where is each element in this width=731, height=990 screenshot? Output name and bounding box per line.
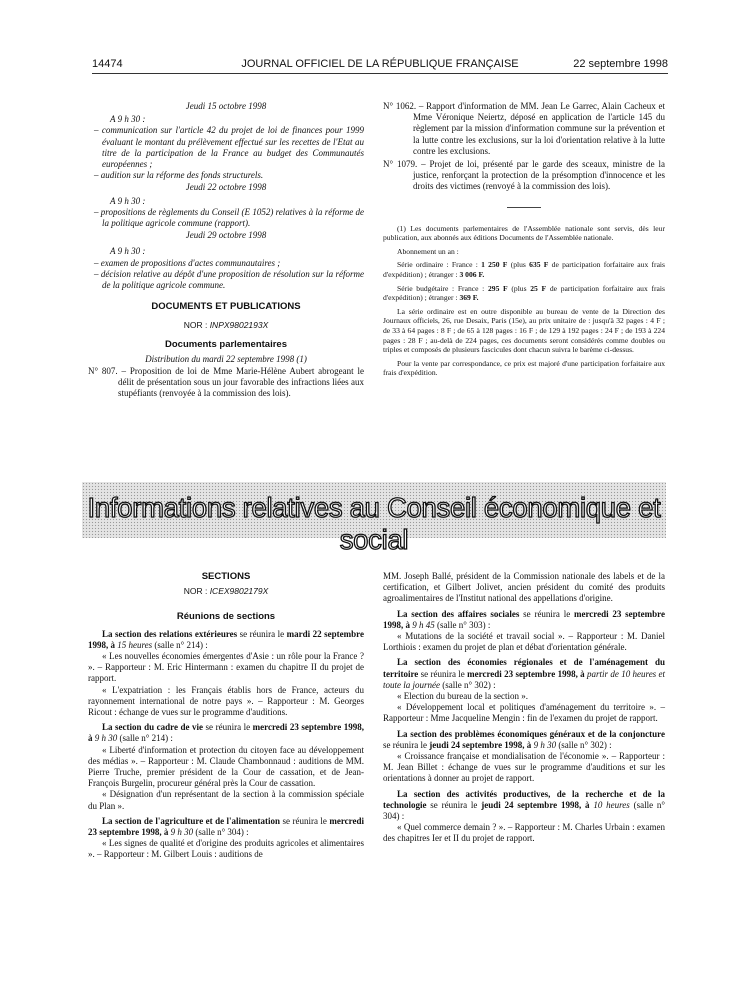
document-text: – Rapport d'information de MM. Jean Le Garrec, Alain Cacheux et Mme Véronique Neiertz, déposé en application de l'article 145 du règlement par la mission d'information commune sur la prévention et la lutte contre les exclusions, sur la loi d'orientation relative à la lutte contre les exclusions.	[413, 101, 665, 156]
agenda-day: Jeudi 29 octobre 1998	[185, 230, 267, 241]
sale-info: La série ordinaire est en outre disponible au bureau de vente de la Direction des Journaux officiels, 26, rue Desaix, Paris (15e), au prix unitaire de : jusqu'à 32 pages : 4 F ; de 33 à 64 pages : 8 F ; de 65 à 128 pages : 16 F ; de 129 à 192 pages : 24 F ; de 193 à 224 pages : 28 F ; au-delà de 224 pages, ces documents seront considérés comme doubles ou triples et composés de plusieurs fascicules dont chacun suivra le barème ci-dessus.	[383, 306, 665, 355]
agenda-column	[88, 101, 364, 400]
agenda-item: – propositions de règlements du Conseil (E 1052) relatives à la réforme de la politique agricole commune (rapport).	[94, 206, 364, 229]
document-number: N° 1079.	[383, 159, 418, 170]
agenda-item: – audition sur la réforme des fonds structurels.	[94, 170, 264, 181]
section-meeting-lead: La section des relations extérieures se réunira le mardi 22 septembre 1998, à 15 heures (salle n° 214) :	[88, 628, 364, 650]
document-text: – Projet de loi, présenté par le garde des sceaux, ministre de la justice, renforçant la protection de la présomption d'innocence et les droits des victimes (renvoyé à la commission des lois).	[413, 159, 666, 192]
serie-ordinaire-suffix: de participation forfaitaire aux frais d'expédition) ; étranger :	[383, 260, 665, 279]
sections-right-body	[383, 571, 665, 845]
section-agenda-item: « Election du bureau de la section ».	[397, 691, 528, 702]
distribution-line: Distribution du mardi 22 septembre 1998 (1)	[145, 353, 307, 364]
serie-ordinaire-participation: 635 F	[529, 260, 549, 270]
section-agenda-item: « Les signes de qualité et d'origine des produits agricoles et alimentaires ». – Rapporteur : M. Gilbert Louis : auditions de	[88, 838, 364, 860]
agenda-item: – communication sur l'article 42 du projet de loi de finances pour 1999 évaluant le montant du prélèvement effectué sur les recettes de l'Etat au titre de la participation de la France au budget des Communautés européennes ;	[94, 125, 364, 170]
nor-line	[88, 320, 364, 331]
document-item	[383, 101, 665, 157]
section-agenda-item: « Croissance française et mondialisation de l'économie ». – Rapporteur : M. Jean Billet : échange de vues sur le programme d'auditions et sur les orientations à donner au projet de rapport.	[383, 751, 665, 784]
section-agenda-item: « Liberté d'information et protection du citoyen face au développement des médias ». – Rapporteur : M. Claude Chambonnaud : auditions de MM. Pierre Truche, premier président de la Cour de cassation, et de Jean-François Burgelin, procureur général près la Cour de cassation.	[88, 744, 364, 789]
documents-heading: DOCUMENTS ET PUBLICATIONS	[151, 301, 301, 313]
footnote-separator	[507, 207, 541, 208]
section-meeting-lead: La section des problèmes économiques généraux et de la conjoncture se réunira le jeudi 24 septembre 1998, à 9 h 30 (salle n° 302) :	[383, 728, 665, 750]
section-banner	[82, 482, 666, 555]
section-meeting-lead: La section des affaires sociales se réunira le mercredi 23 septembre 1998, à 9 h 45 (salle n° 303) :	[383, 608, 665, 630]
agenda-time: A 9 h 30 :	[110, 246, 146, 257]
serie-ordinaire-mid: (plus	[510, 260, 526, 270]
issue-date: 22 septembre 1998	[573, 58, 668, 70]
footnote-block	[383, 224, 665, 378]
serie-budgetaire	[383, 284, 665, 303]
sections-nor-line	[88, 586, 364, 597]
serie-budgetaire-price: 295 F	[487, 283, 508, 293]
agenda-time: A 9 h 30 :	[110, 114, 146, 125]
sections-left-body	[88, 629, 364, 861]
section-meeting-lead: La section du cadre de vie se réunira le mercredi 23 septembre 1998, à 9 h 30 (salle n° 214) :	[88, 722, 364, 744]
nor-label: NOR :	[183, 320, 208, 331]
footnote: (1) Les documents parlementaires de l'Assemblée nationale sont servis, dès leur publication, aux abonnés aux éditions Documents de l'Assemblée nationale.	[383, 223, 665, 243]
section-agenda-item: « Quel commerce demain ? ». – Rapporteur : M. Charles Urbain : examen des chapitres Ier et II du projet de rapport.	[383, 822, 665, 844]
documents-column	[383, 101, 665, 378]
section-continuation: MM. Joseph Ballé, président de la Commission nationale des labels et de la certification, et Gilbert Jolivet, ancien président du comité des produits agroalimentaires de l'Institut national des appellations d'origine.	[383, 571, 665, 604]
documents-subheading: Documents parlementaires	[165, 338, 287, 350]
section-meeting-lead: La section des économies régionales et de l'aménagement du territoire se réunira le mercredi 23 septembre 1998, à partir de 10 heures et toute la journée (salle n° 302) :	[383, 657, 666, 690]
sections-left-column	[88, 571, 364, 861]
serie-ordinaire	[383, 260, 665, 279]
mail-info: Pour la vente par correspondance, ce prix est majoré d'une participation forfaitaire aux frais d'expédition.	[383, 358, 665, 378]
page-number: 14474	[92, 58, 123, 70]
agenda-day: Jeudi 22 octobre 1998	[185, 182, 267, 193]
page-header	[92, 58, 668, 72]
subscription-label: Abonnement un an :	[397, 246, 459, 256]
section-meeting-lead: La section de l'agriculture et de l'alimentation se réunira le mercredi 23 septembre 1998, à 9 h 30 (salle n° 304) :	[88, 815, 364, 838]
agenda-time: A 9 h 30 :	[110, 195, 146, 206]
journal-title: JOURNAL OFFICIEL DE LA RÉPUBLIQUE FRANÇAISE	[241, 58, 519, 70]
header-rule	[92, 73, 668, 74]
serie-budgetaire-participation: 25 F	[530, 283, 547, 293]
document-number: N° 1062.	[383, 101, 417, 111]
sections-right-column	[383, 571, 665, 845]
sections-nor-code: ICEX9802179X	[209, 586, 269, 597]
section-meeting-lead: La section des activités productives, de la recherche et de la technologie se réunira le jeudi 24 septembre 1998, à 10 heures (salle n° 304) :	[383, 788, 665, 822]
agenda-item: – examen de propositions d'actes communautaires ;	[94, 257, 281, 268]
document-item	[383, 159, 665, 193]
section-agenda-item: « Développement local et politiques d'aménagement du territoire ». – Rapporteur : Mme Jacqueline Mengin : fin de l'examen du projet de rapport.	[383, 702, 665, 724]
sections-nor-label: NOR :	[183, 586, 208, 597]
section-agenda-item: « Mutations de la société et travail social ». – Rapporteur : M. Daniel Lorthiois : examen du projet de plan et débat d'orientation générale.	[383, 631, 665, 653]
agenda-item: – décision relative au dépôt d'une proposition de résolution sur la réforme de la politique agricole commune.	[94, 268, 364, 291]
serie-budgetaire-label: Série budgétaire : France :	[397, 283, 485, 293]
serie-ordinaire-price: 1 250 F	[481, 260, 508, 270]
nor-code: INPX9802193X	[209, 320, 269, 331]
banner-title: Informations relatives au Conseil économique et social	[87, 492, 661, 555]
sections-heading: SECTIONS	[201, 571, 251, 582]
section-agenda-item: « Désignation d'un représentant de la section à la commission spéciale du Plan ».	[88, 789, 364, 811]
document-text: – Proposition de loi de Mme Marie-Hélène Aubert abrogeant le délit de présentation sous un jour favorable des infractions liées aux stupéfiants (renvoyée à la commission des lois).	[118, 366, 364, 399]
section-agenda-item: « L'expatriation : les Français établis hors de France, acteurs du rayonnement international de notre pays ». – Rapporteur : M. Georges Ricout : échange de vues sur le programme d'auditions.	[88, 684, 364, 718]
document-number: N° 807.	[88, 366, 118, 377]
section-agenda-item: « Les nouvelles économies émergentes d'Asie : un rôle pour la France ? ». – Rapporteur : M. Eric Hintermann : examen du chapitre II du projet de rapport.	[88, 651, 364, 684]
serie-ordinaire-label: Série ordinaire : France :	[397, 260, 478, 270]
serie-budgetaire-mid: (plus	[511, 283, 527, 293]
serie-budgetaire-suffix: de participation forfaitaire aux frais d'expédition) ; étranger :	[383, 283, 665, 303]
serie-budgetaire-foreign: 369 F.	[459, 293, 479, 303]
serie-ordinaire-foreign: 3 006 F.	[459, 270, 485, 279]
document-item	[88, 366, 364, 400]
agenda-day: Jeudi 15 octobre 1998	[185, 101, 267, 111]
sections-subheading: Réunions de sections	[176, 611, 276, 623]
